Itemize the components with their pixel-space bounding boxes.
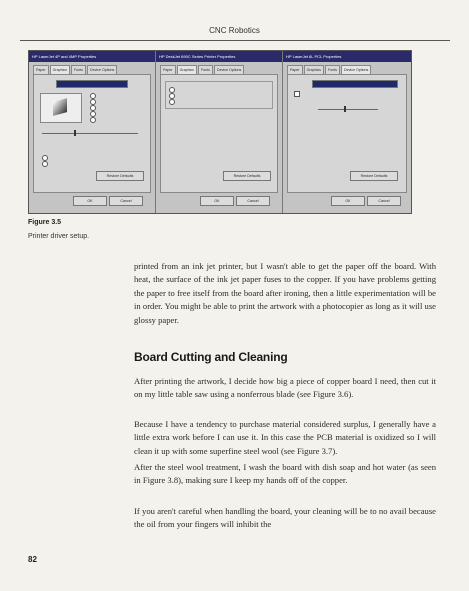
printer-dialog-2 — [156, 51, 283, 213]
ok-button[interactable]: OK — [73, 196, 107, 206]
running-header: CNC Robotics — [209, 26, 260, 35]
tab-graphics[interactable]: Graphics — [177, 65, 197, 74]
tab-paper[interactable]: Paper — [287, 65, 303, 74]
dialog-title: HP DeskJet 690C Series Printer Properties — [156, 51, 282, 62]
font-option-3-radio[interactable] — [169, 99, 175, 105]
ok-button[interactable]: OK — [200, 196, 234, 206]
truetype-font-group — [165, 81, 273, 109]
cancel-button[interactable]: Cancel — [236, 196, 270, 206]
density-slider[interactable] — [318, 109, 378, 110]
body-paragraph: After the steel wool treatment, I wash the board with dish soap and hot water (as seen in Figure 3.8), making sure I keep my hands off of the copper. — [134, 462, 436, 486]
dialog-tabs — [283, 65, 411, 74]
dialog-title: HP LaserJet 4P and 4MP Properties — [29, 51, 155, 62]
tab-fonts[interactable]: Fonts — [198, 65, 213, 74]
tab-graphics[interactable]: Graphics — [304, 65, 324, 74]
body-paragraph: printed from an ink jet printer, but I wasn't able to get the paper off the board. With heat, the surface of the ink jet paper fuses to the copper. If you have problems getting the paper to free itself from the board after ironing, then a little experimentation will be in order. You might be able to print the artwork with a photocopier as long as it will use glossy paper. — [134, 261, 436, 325]
figure-caption: Printer driver setup. — [28, 233, 90, 240]
restore-defaults-button[interactable]: Restore Defaults — [223, 171, 271, 181]
section-heading: Board Cutting and Cleaning — [134, 350, 288, 364]
ok-button[interactable]: OK — [331, 196, 365, 206]
restore-defaults-button[interactable]: Restore Defaults — [350, 171, 398, 181]
dialog-panel — [33, 74, 151, 193]
tab-device-options[interactable]: Device Options — [341, 65, 371, 74]
printer-dialog-1 — [29, 51, 156, 213]
intensity-slider[interactable] — [42, 133, 138, 134]
printer-dialog-3 — [283, 51, 411, 213]
tab-device-options[interactable]: Device Options — [87, 65, 117, 74]
body-paragraph: After printing the artwork, I decide how big a piece of copper board I need, then cut it on my little table saw using a nonferrous blade (see Figure 3.6). — [134, 376, 436, 400]
density-slider-thumb[interactable] — [344, 106, 346, 112]
economode-checkbox[interactable] — [294, 91, 300, 97]
print-quality-select[interactable] — [312, 80, 398, 88]
tab-paper[interactable]: Paper — [33, 65, 49, 74]
figure-label: Figure 3.5 — [28, 219, 62, 226]
tab-paper[interactable]: Paper — [160, 65, 176, 74]
page-number: 82 — [28, 555, 37, 564]
body-paragraph: Because I have a tendency to purchase material considered surplus, I generally have a little extra work before I can use it. In this case the PCB material is oxidized so I will clean it up with some superfine steel wool (see Figure 3.7). — [134, 419, 436, 456]
tab-graphics[interactable]: Graphics — [50, 65, 70, 74]
header-rule — [20, 40, 450, 41]
graphics-mode-vector-radio[interactable] — [42, 161, 48, 167]
dialog-tabs — [29, 65, 155, 74]
dialog-tabs — [156, 65, 282, 74]
cancel-button[interactable]: Cancel — [367, 196, 401, 206]
dialog-panel — [287, 74, 407, 193]
printer-dialogs-figure — [28, 50, 412, 214]
cancel-button[interactable]: Cancel — [109, 196, 143, 206]
tab-device-options[interactable]: Device Options — [214, 65, 244, 74]
dither-error-diffusion-radio[interactable] — [90, 117, 96, 123]
intensity-slider-thumb[interactable] — [74, 130, 76, 136]
resolution-select[interactable] — [56, 80, 128, 88]
dithering-preview — [40, 93, 82, 123]
tab-fonts[interactable]: Fonts — [325, 65, 340, 74]
restore-defaults-button[interactable]: Restore Defaults — [96, 171, 144, 181]
dialog-panel — [160, 74, 278, 193]
dialog-title: HP LaserJet 6L PCL Properties — [283, 51, 411, 62]
body-paragraph: If you aren't careful when handling the board, your cleaning will be to no avail because the oil from your fingers will inhibit the — [134, 506, 436, 530]
tab-fonts[interactable]: Fonts — [71, 65, 86, 74]
